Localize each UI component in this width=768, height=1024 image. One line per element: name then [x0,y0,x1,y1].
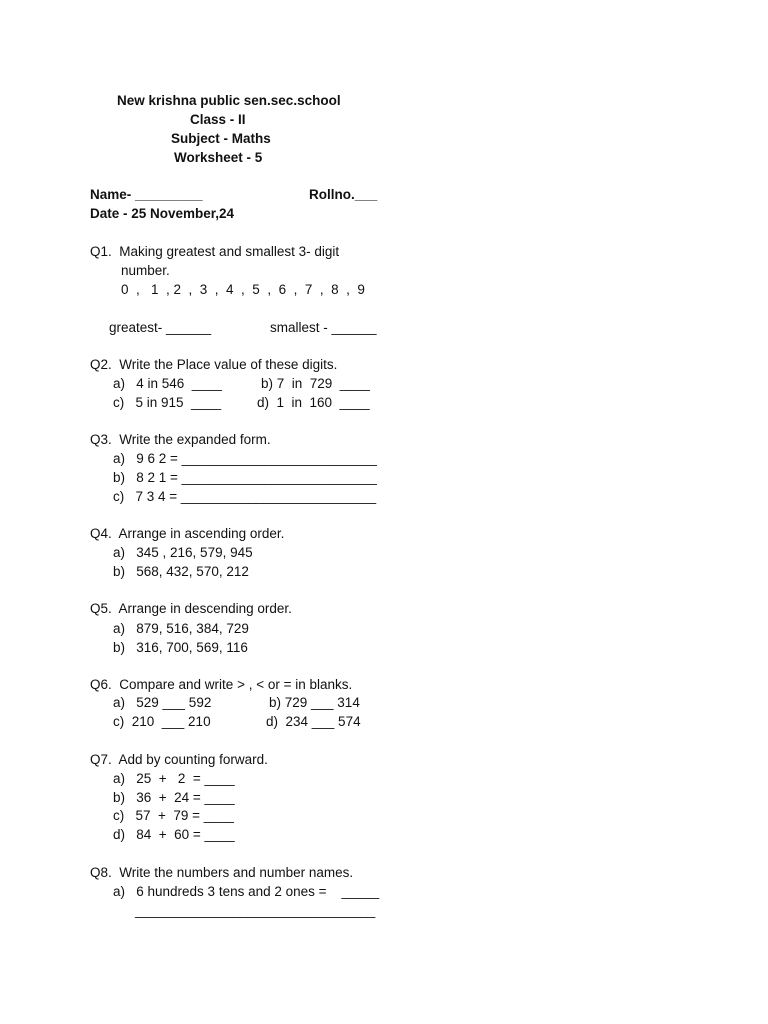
q6-item-a: a) 529 ___ 592 [113,695,212,710]
q4-title: Q4. Arrange in ascending order. [90,526,285,541]
worksheet-label: Worksheet - 5 [174,150,263,165]
q3-item-a: a) 9 6 2 = __________________________ [113,451,377,466]
q2-item-c: c) 5 in 915 ____ [113,395,222,410]
q7-item-c: c) 57 + 79 = ____ [113,808,234,823]
q8-item-a: a) 6 hundreds 3 tens and 2 ones = _____ [113,884,380,899]
q4-item-a: a) 345 , 216, 579, 945 [113,545,253,560]
q7-item-d: d) 84 + 60 = ____ [113,827,235,842]
q7-title: Q7. Add by counting forward. [90,752,268,767]
q3-item-b: b) 8 2 1 = __________________________ [113,470,377,485]
q5-title: Q5. Arrange in descending order. [90,601,292,616]
q1-greatest: greatest- ______ [109,320,212,335]
q1-title-cont: number. [121,263,170,278]
q8-answer-line: ________________________________ [135,903,376,918]
q6-title: Q6. Compare and write > , < or = in blanks. [90,677,353,692]
school-name: New krishna public sen.sec.school [117,93,341,108]
q2-item-a: a) 4 in 546 ____ [113,376,222,391]
q4-item-b: b) 568, 432, 570, 212 [113,564,249,579]
q6-item-b: b) 729 ___ 314 [269,695,360,710]
q2-item-d: d) 1 in 160 ____ [257,395,370,410]
q2-title: Q2. Write the Place value of these digits. [90,357,338,372]
name-field: Name- _________ [90,187,203,202]
q7-item-a: a) 25 + 2 = ____ [113,771,235,786]
q6-item-d: d) 234 ___ 574 [266,714,361,729]
rollno-field: Rollno.___ [309,187,378,202]
q3-title: Q3. Write the expanded form. [90,432,271,447]
q5-item-b: b) 316, 700, 569, 116 [113,640,248,655]
q7-item-b: b) 36 + 24 = ____ [113,790,235,805]
q1-title: Q1. Making greatest and smallest 3- digit [90,244,340,259]
q1-digits: 0 , 1 , 2 , 3 , 4 , 5 , 6 , 7 , 8 , 9 [121,282,365,297]
q8-title: Q8. Write the numbers and number names. [90,865,354,880]
q1-smallest: smallest - ______ [270,320,377,335]
date-label: Date - 25 November,24 [90,206,235,221]
q6-item-c: c) 210 ___ 210 [113,714,211,729]
class-label: Class - II [190,112,246,127]
subject-label: Subject - Maths [171,131,271,146]
q3-item-c: c) 7 3 4 = __________________________ [113,489,377,504]
q2-item-b: b) 7 in 729 ____ [261,376,370,391]
q5-item-a: a) 879, 516, 384, 729 [113,621,249,636]
